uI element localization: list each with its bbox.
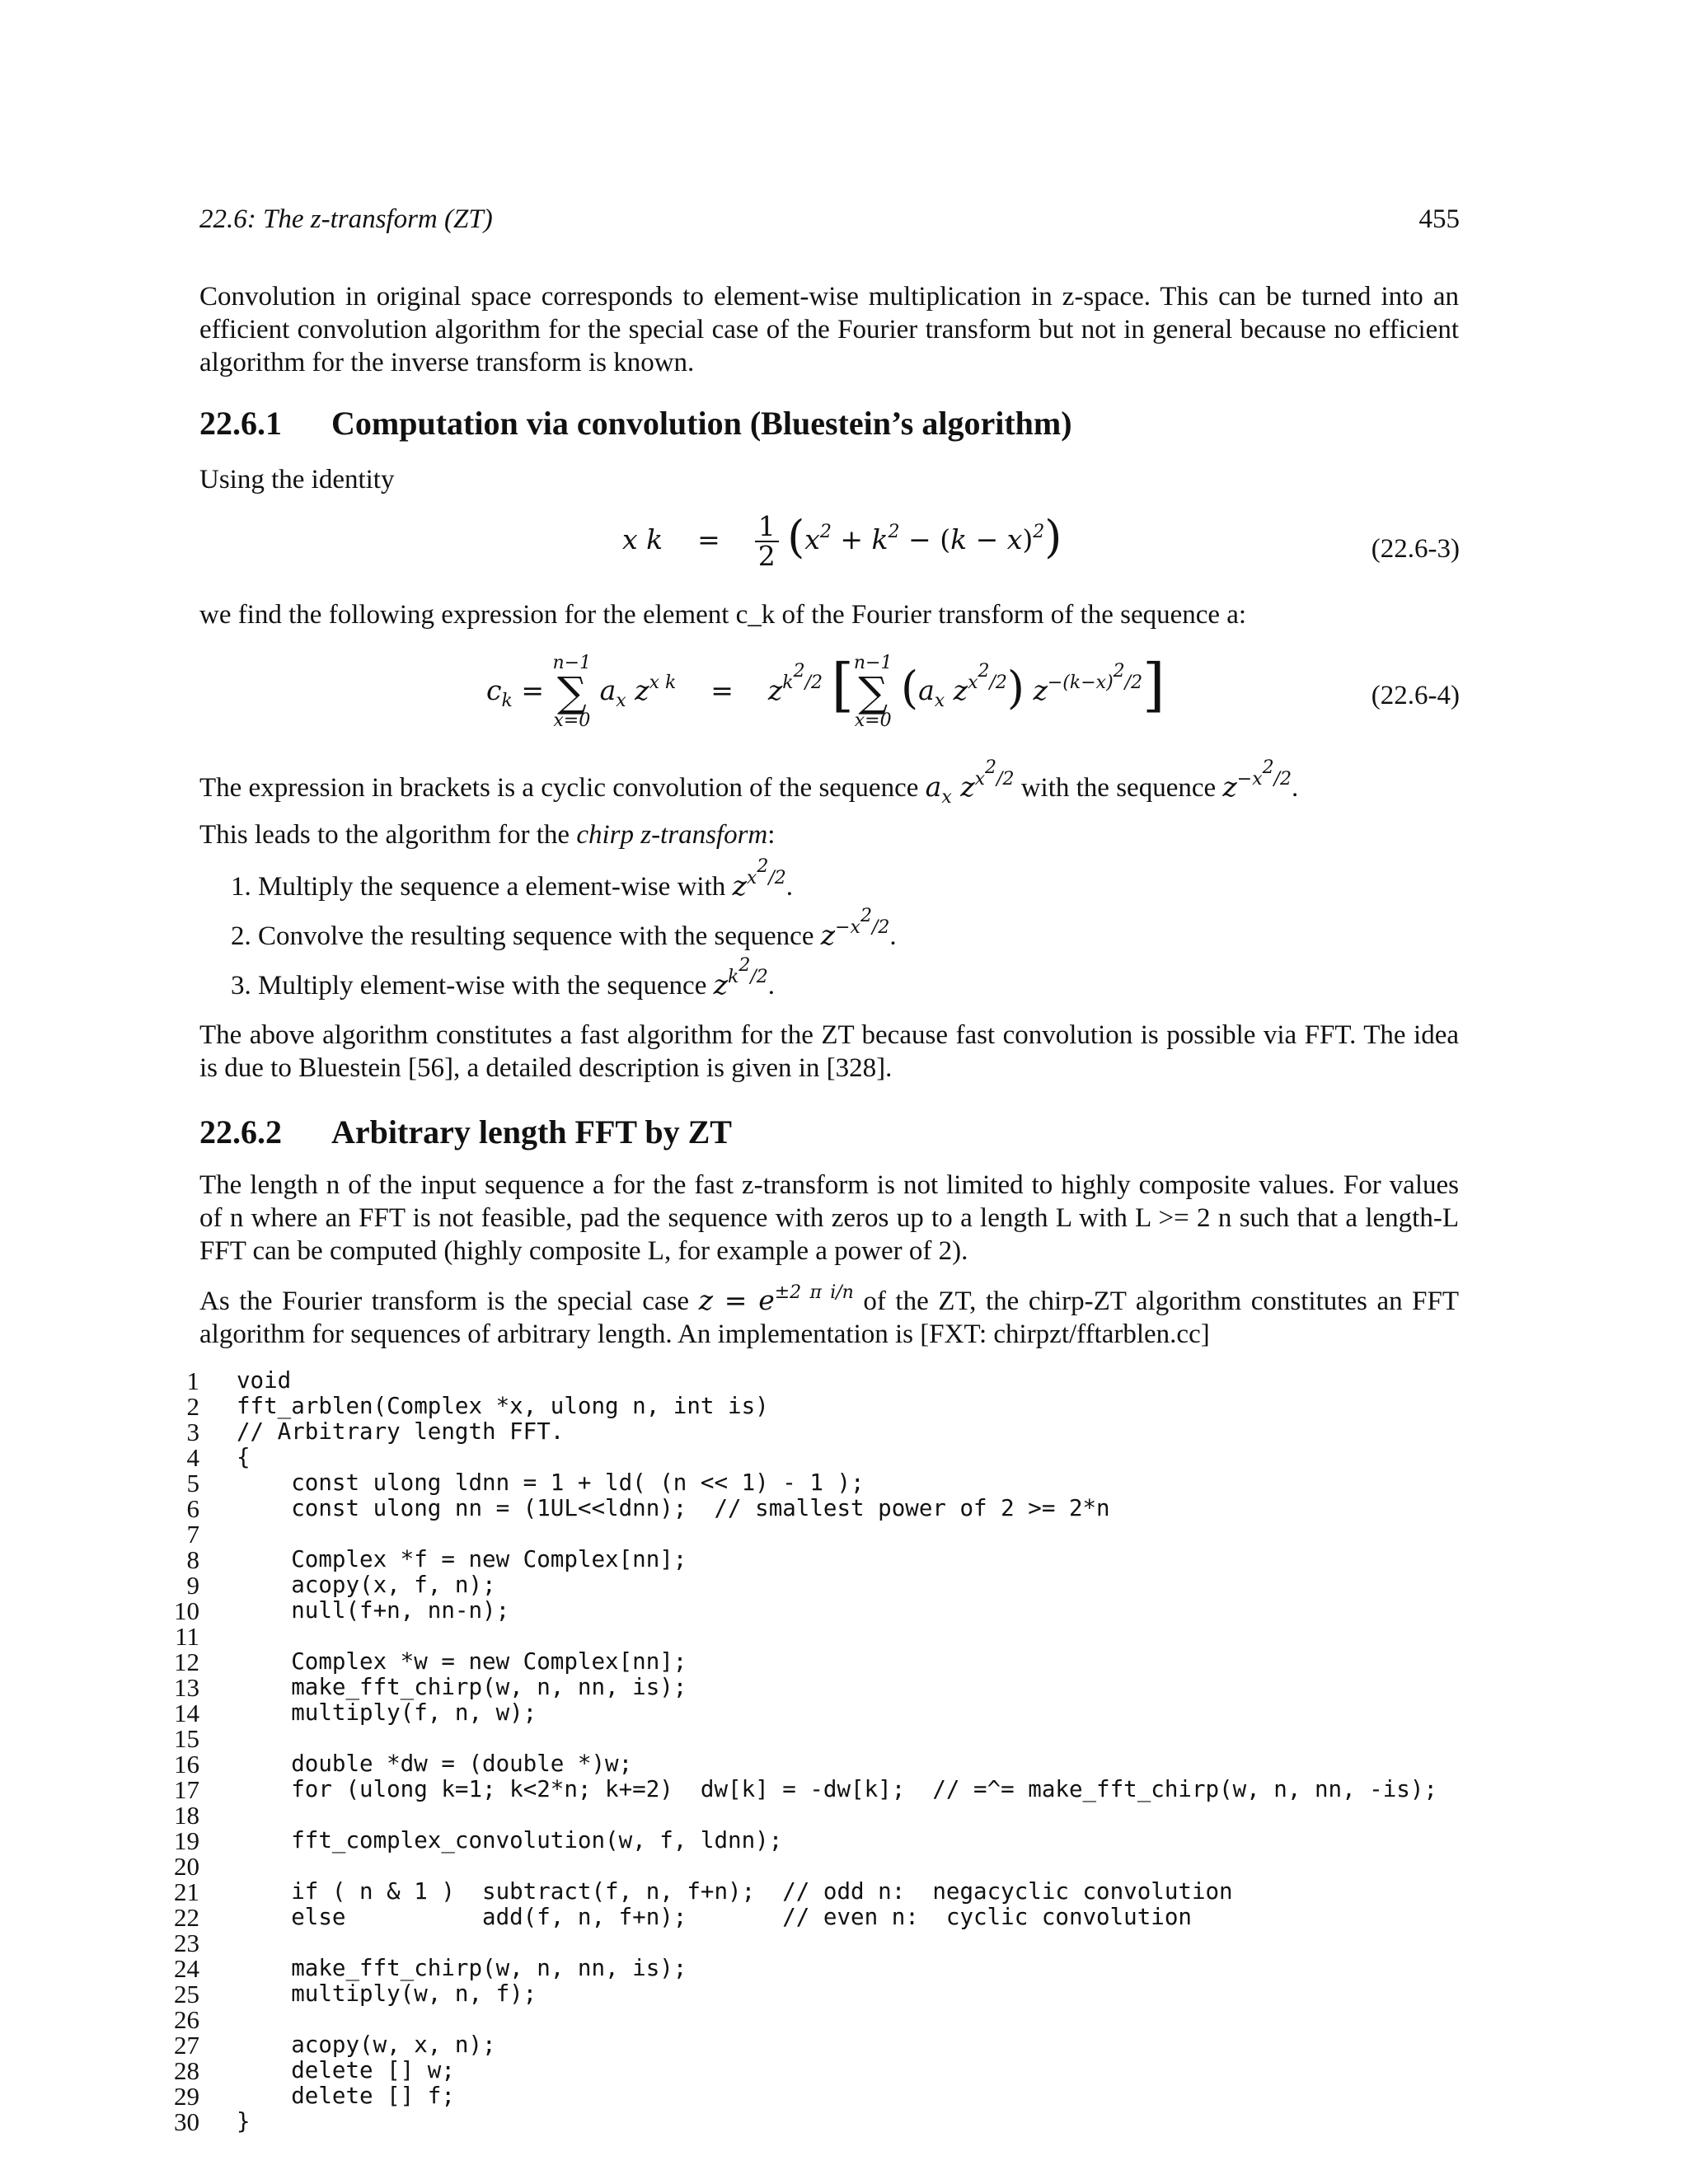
code-text: Complex *f = new Complex[nn]; (237, 1546, 687, 1572)
code-line (165, 1496, 1437, 1521)
step-text: Multiply element-wise with the sequence (258, 971, 707, 1001)
code-line (165, 1905, 1437, 1930)
equation-22-6-4: $c_k$ = n−1 ∑ x=0 $a_x$ $z^{x k}$ = $z^{k^2/2}$ [ n−1 ∑ x=0 ($a_x$ $z^{x^2/2}$) $z^{-(k-x)^2/2}$] (486, 651, 1165, 731)
code-text: null(f+n, nn-n); (237, 1597, 510, 1624)
code-line (165, 1700, 1437, 1726)
code-line (165, 1930, 1437, 1956)
code-text: Complex *w = new Complex[nn]; (237, 1648, 687, 1675)
code-line (165, 1879, 1437, 1905)
bracket-text-a: The expression in brackets is a cyclic convolution of the sequence (199, 773, 919, 803)
line-number: 30 (174, 2107, 199, 2136)
line-number: 15 (174, 1724, 199, 1753)
line-number: 27 (174, 2031, 199, 2060)
line-number: 16 (174, 1750, 199, 1779)
line-number: 8 (186, 1545, 199, 1574)
code-line (165, 1956, 1437, 1981)
code-listing (165, 1368, 1437, 2135)
line-number: 11 (175, 1622, 199, 1651)
line-number: 19 (174, 1826, 199, 1855)
section-title: Arbitrary length FFT by ZT (331, 1113, 732, 1151)
line-number: 4 (186, 1443, 199, 1472)
step-number: 3. (231, 971, 251, 1001)
line-number: 7 (186, 1520, 199, 1549)
code-text: make_fft_chirp(w, n, nn, is); (237, 1674, 687, 1700)
code-line (165, 1572, 1437, 1598)
sequence-ax-chirp: $a_x$ $z^{x^2/2}$ (925, 757, 1015, 808)
step-math: $z^{x^2/2}$ (732, 856, 786, 902)
algorithm-lead: This leads to the algorithm for the chirp z-transform: (199, 820, 776, 850)
line-number: 12 (174, 1647, 199, 1676)
identity-lead-text: Using the identity (199, 465, 395, 494)
line-number: 1 (186, 1366, 199, 1395)
code-text: double *dw = (double *)w; (237, 1750, 633, 1777)
line-number: 5 (186, 1469, 199, 1497)
fourier-special-case: $z = e^{\pm 2 \pi i/n}$ (698, 1282, 854, 1316)
code-line (165, 1419, 1437, 1445)
line-number: 26 (174, 2005, 199, 2034)
bracket-explanation: The expression in brackets is a cyclic convolution of the sequence $a_x$ $z^{x^2/2}$ with the sequence $z^{-x^2/2}$. (199, 757, 1299, 808)
intro-paragraph: Convolution in original space corresponds to element-wise multiplication in z-space. This can be turned into an efficient convolution algorithm for the special case of the Fourier transform but not in general because no efficient algorithm for the inverse transform is known. (199, 282, 1459, 377)
step-1: 1. Multiply the sequence a element-wise with $z^{x^2/2}$. (231, 856, 793, 902)
line-number: 10 (174, 1596, 199, 1625)
code-line (165, 1624, 1437, 1649)
line-number: 29 (174, 2082, 199, 2111)
code-line (165, 1675, 1437, 1700)
code-text: const ulong ldnn = 1 + ld( (n << 1) - 1 ); (237, 1469, 865, 1496)
step-math: $z^{-x^2/2}$ (820, 906, 890, 951)
line-number: 24 (174, 1954, 199, 1983)
code-text: acopy(w, x, n); (237, 2032, 496, 2058)
line-number: 3 (186, 1418, 199, 1446)
code-text: if ( n & 1 ) subtract(f, n, f+n); // odd n: negacyclic convolution (237, 1878, 1233, 1905)
bracket-text-b: with the sequence (1020, 773, 1217, 803)
algorithm-closing: The above algorithm constitutes a fast algorithm for the ZT because fast convolution is possible via FFT. The idea is due to Bluestein [56], a detailed description is given in [328]. (199, 1020, 1459, 1083)
line-number: 28 (174, 2056, 199, 2085)
step-number: 1. (231, 872, 251, 902)
step-2: 2. Convolve the resulting sequence with the sequence $z^{-x^2/2}$. (231, 906, 897, 951)
step-number: 2. (231, 921, 251, 951)
code-line (165, 2058, 1437, 2083)
code-text: // Arbitrary length FFT. (237, 1418, 565, 1445)
para2-text-b: of the ZT, the chirp-ZT algorithm constitutes an FFT algorithm for sequences of arbitrary length. An implementation is [FXT: chirpzt/fftarblen.cc] (199, 1286, 1460, 1349)
step-text: Convolve the resulting sequence with the sequence (258, 921, 814, 951)
code-line (165, 2083, 1437, 2109)
line-number: 20 (174, 1852, 199, 1881)
section-number: 22.6.1 (199, 405, 282, 442)
code-line (165, 1368, 1437, 1394)
equation-22-6-3: x k = $\frac{1}{2}$ $(x^2 + k^2 - (k - x)^2)$ (622, 510, 1062, 572)
line-number: 25 (174, 1980, 199, 2008)
line-number: 2 (186, 1392, 199, 1421)
line-number: 6 (186, 1494, 199, 1523)
code-line (165, 1981, 1437, 2007)
section-heading-22-6-1 (199, 404, 1072, 443)
line-number: 22 (174, 1903, 199, 1932)
code-line (165, 1547, 1437, 1572)
code-text: multiply(w, n, f); (237, 1980, 537, 2007)
code-line (165, 1598, 1437, 1624)
code-line (165, 1802, 1437, 1828)
section-heading-22-6-2 (199, 1113, 732, 1151)
sequence-neg-chirp: $z^{-x^2/2}$ (1222, 757, 1292, 803)
code-line (165, 1394, 1437, 1419)
line-number: 14 (174, 1699, 199, 1727)
code-text: for (ulong k=1; k<2*n; k+=2) dw[k] = -dw[k]; // =^= make_fft_chirp(w, n, nn, -is); (237, 1776, 1437, 1802)
code-text: } (237, 2108, 251, 2135)
step-3: 3. Multiply element-wise with the sequence $z^{k^2/2}$. (231, 955, 776, 1001)
code-line (165, 1854, 1437, 1879)
code-line (165, 1445, 1437, 1470)
code-text: fft_complex_convolution(w, f, ldnn); (237, 1827, 783, 1854)
equation-label-22-6-3: (22.6-3) (1371, 534, 1460, 564)
code-line (165, 1470, 1437, 1496)
line-number: 23 (174, 1929, 199, 1957)
code-text: make_fft_chirp(w, n, nn, is); (237, 1955, 687, 1981)
code-line (165, 1828, 1437, 1854)
equation-label-22-6-4: (22.6-4) (1371, 681, 1460, 710)
code-line (165, 2109, 1437, 2135)
para2-text-a: As the Fourier transform is the special case (199, 1286, 689, 1316)
code-text: delete [] w; (237, 2057, 455, 2083)
line-number: 21 (174, 1877, 199, 1906)
line-number: 17 (174, 1775, 199, 1804)
section-title: Computation via convolution (Bluestein’s algorithm) (331, 405, 1072, 442)
code-text: const ulong nn = (1UL<<ldnn); // smallest power of 2 >= 2*n (237, 1495, 1110, 1521)
running-header-section: 22.6: The z-transform (ZT) (199, 204, 493, 234)
code-text: { (237, 1444, 251, 1470)
code-line (165, 2007, 1437, 2032)
code-text: acopy(x, f, n); (237, 1572, 496, 1598)
line-number: 9 (186, 1571, 199, 1600)
code-text: else add(f, n, f+n); // even n: cyclic convolution (237, 1904, 1192, 1930)
code-line (165, 1521, 1437, 1547)
arblen-paragraph-2 (199, 1284, 1459, 1351)
code-text: delete [] f; (237, 2083, 455, 2109)
algorithm-lead-text: This leads to the algorithm for the (199, 820, 570, 850)
code-line (165, 1726, 1437, 1751)
arblen-paragraph-1: The length n of the input sequence a for the fast z-transform is not limited to highly composite values. For values of n where an FFT is not feasible, pad the sequence with zeros up to a length L with L >= 2 n such that a length-L FFT can be computed (highly composite L, for example a power of 2). (199, 1170, 1459, 1266)
code-text: void (237, 1367, 292, 1394)
line-number: 18 (174, 1801, 199, 1830)
page-number: 455 (1418, 204, 1460, 234)
chirp-term: chirp z-transform (576, 820, 768, 850)
code-line (165, 1751, 1437, 1777)
code-line (165, 1777, 1437, 1802)
line-number: 13 (174, 1673, 199, 1702)
eq3-followup-text: we find the following expression for the element c_k of the Fourier transform of the sequence a: (199, 600, 1247, 630)
code-text: multiply(f, n, w); (237, 1699, 537, 1726)
algorithm-steps (231, 856, 897, 1015)
code-line (165, 2032, 1437, 2058)
code-line (165, 1649, 1437, 1675)
code-text: fft_arblen(Complex *x, ulong n, int is) (237, 1393, 769, 1419)
section-number: 22.6.2 (199, 1113, 282, 1151)
step-math: $z^{k^2/2}$ (713, 955, 768, 1001)
step-text: Multiply the sequence a element-wise with (258, 872, 726, 902)
